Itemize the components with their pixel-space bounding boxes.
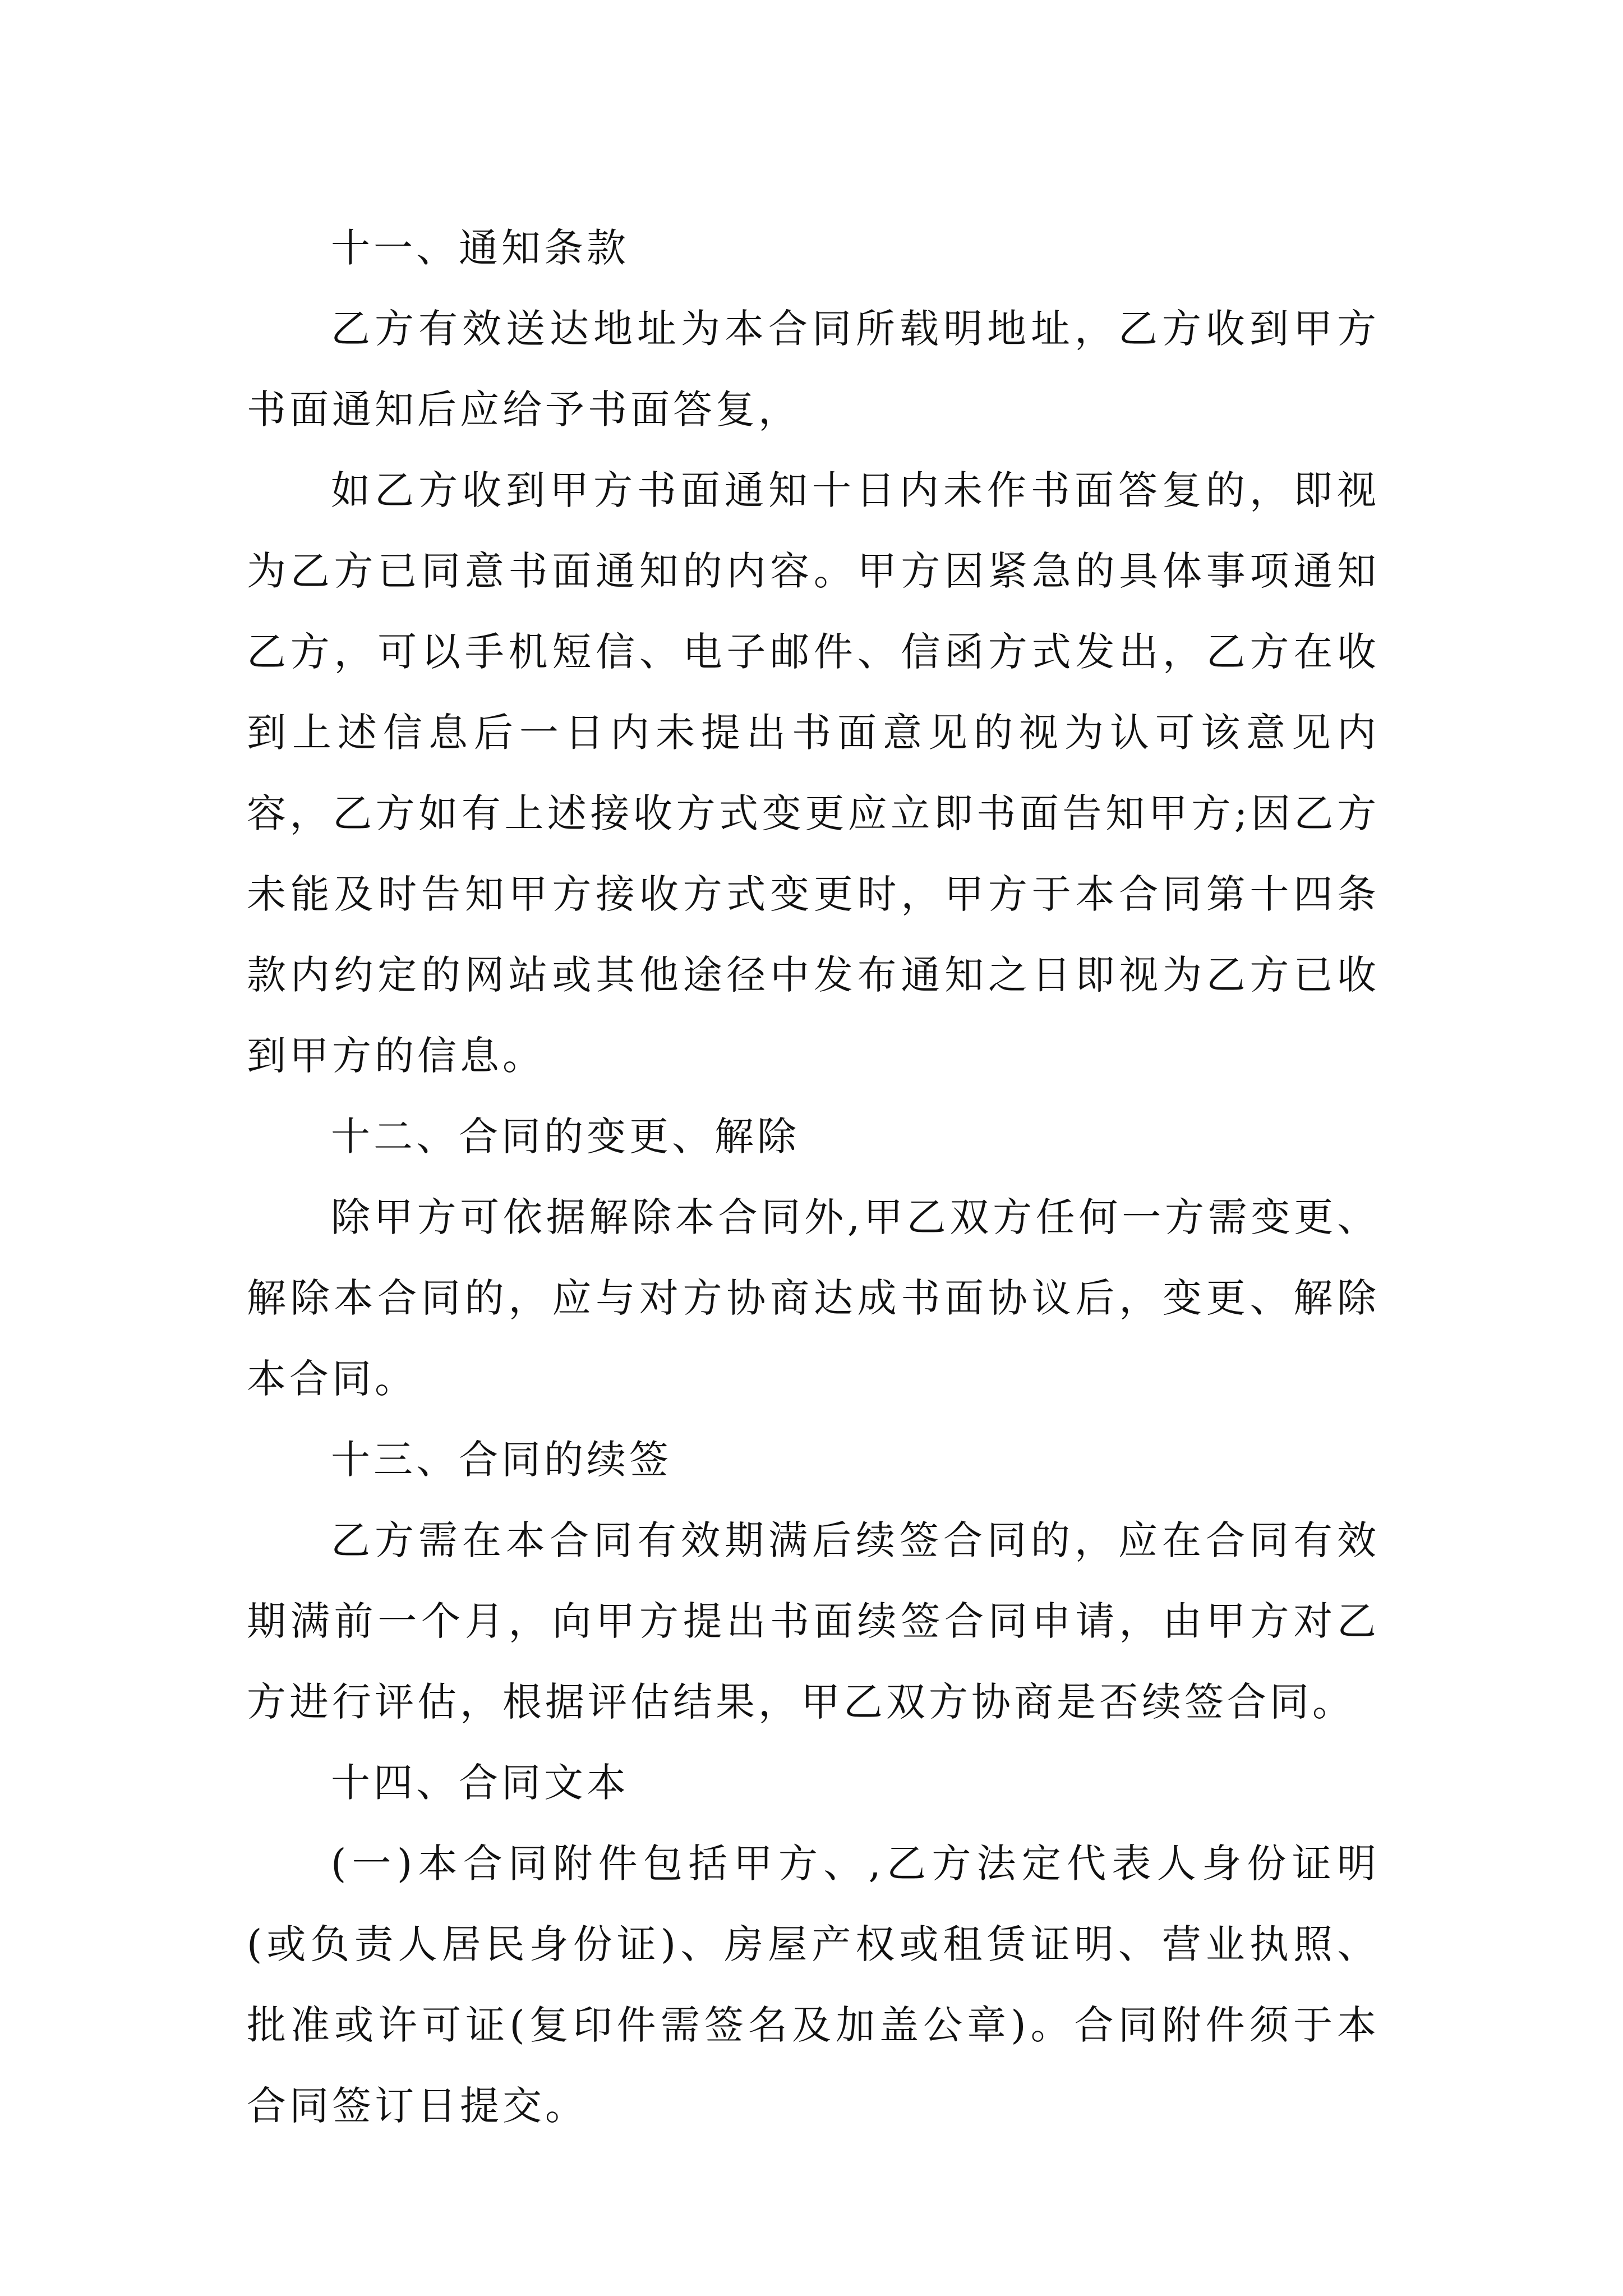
document-body bbox=[247, 208, 1380, 2146]
paragraph-attachments: (一)本合同附件包括甲方、,乙方法定代表人身份证明(或负责人居民身份证)、房屋产权或租赁证明、营业执照、批准或许可证(复印件需签名及加盖公章)。合同附件须于本合同签订日提交。 bbox=[247, 1841, 1380, 2129]
paragraph-notice-reply: 如乙方收到甲方书面通知十日内未作书面答复的，即视为乙方已同意书面通知的内容。甲方因紧急的具体事项通知乙方，可以手机短信、电子邮件、信函方式发出，乙方在收到上述信息后一日内未提出书面意见的视为认可该意见内容，乙方如有上述接收方式变更应立即书面告知甲方;因乙方未能及时告知甲方接收方式变更时，甲方于本合同第十四条款内约定的网站或其他途径中发布通知之日即视为乙方已收到甲方的信息。 bbox=[247, 467, 1380, 1079]
paragraph-notice-address: 乙方有效送达地址为本合同所载明地址，乙方收到甲方书面通知后应给予书面答复， bbox=[247, 306, 1380, 432]
section-heading-change-termination: 十二、合同的变更、解除 bbox=[331, 1114, 800, 1159]
paragraph-renewal: 乙方需在本合同有效期满后续签合同的，应在合同有效期满前一个月，向甲方提出书面续签合同申请，由甲方对乙方进行评估，根据评估结果，甲乙双方协商是否续签合同。 bbox=[247, 1517, 1380, 1725]
paragraph-change-termination: 除甲方可依据解除本合同外,甲乙双方任何一方需变更、解除本合同的，应与对方协商达成书面协议后，变更、解除本合同。 bbox=[247, 1194, 1380, 1402]
section-heading-notice: 十一、通知条款 bbox=[331, 225, 629, 271]
section-heading-contract-text: 十四、合同文本 bbox=[331, 1760, 629, 1806]
section-heading-renewal: 十三、合同的续签 bbox=[331, 1437, 672, 1483]
